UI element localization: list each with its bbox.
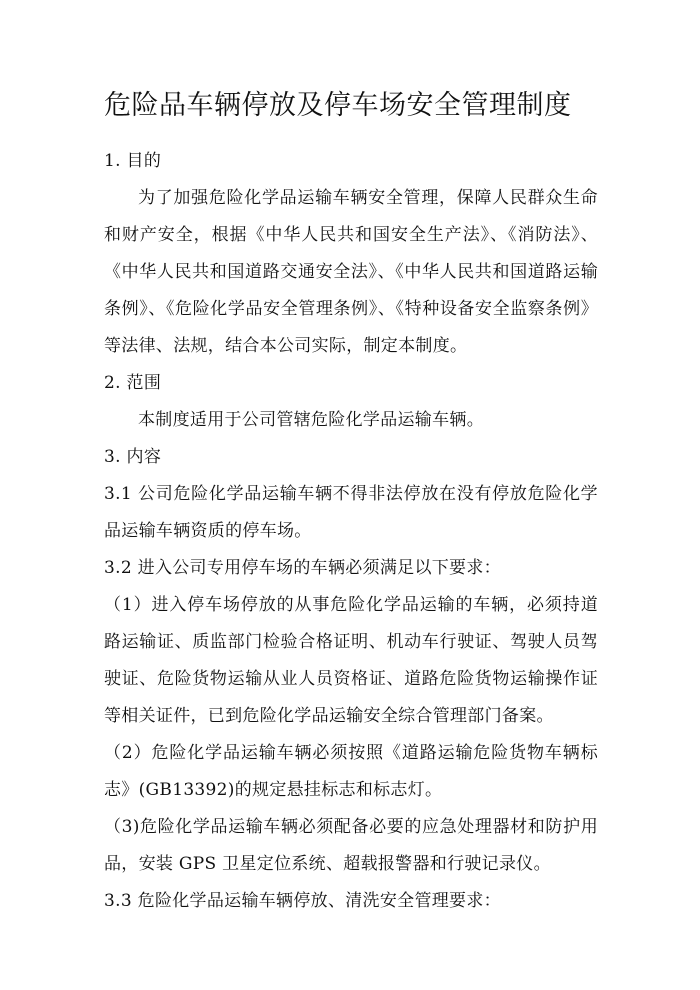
- section-heading-purpose: 1. 目的: [104, 151, 162, 171]
- section-heading-content: 3. 内容: [104, 447, 162, 467]
- scope-paragraph: 本制度适用于公司管辖危险化学品运输车辆。: [138, 410, 484, 430]
- section-heading-scope: 2. 范围: [104, 373, 162, 393]
- clause-3-3: 3.3 危险化学品运输车辆停放、清洗安全管理要求：: [104, 891, 501, 911]
- document-title: 危险品车辆停放及停车场安全管理制度: [104, 90, 572, 121]
- clause-3-2-item-1: （1）进入停车场停放的从事危险化学品运输的车辆，必须持道路运输证、质监部门检验合格证明、机动车行驶证、驾驶人员驾驶证、危险货物运输从业人员资格证、道路危险货物运输操作证等相关证件，已到危险化学品运输安全综合管理部门备案。: [104, 595, 598, 726]
- clause-3-2-item-2: （2）危险化学品运输车辆必须按照《道路运输危险货物车辆标志》(GB13392)的规定悬挂标志和标志灯。: [104, 743, 598, 800]
- document-body: [104, 143, 598, 920]
- clause-3-2: 3.2 进入公司专用停车场的车辆必须满足以下要求：: [104, 558, 501, 578]
- clause-3-2-item-3: （3)危险化学品运输车辆必须配备必要的应急处理器材和防护用品，安装 GPS 卫星定位系统、超载报警器和行驶记录仪。: [104, 817, 598, 874]
- clause-3-1: 3.1 公司危险化学品运输车辆不得非法停放在没有停放危险化学品运输车辆资质的停车场。: [104, 484, 598, 541]
- purpose-paragraph: 为了加强危险化学品运输车辆安全管理，保障人民群众生命和财产安全，根据《中华人民共和国安全生产法》、《消防法》、《中华人民共和国道路交通安全法》、《中华人民共和国道路运输条例》、《危险化学品安全管理条例》、《特种设备安全监察条例》等法律、法规，结合本公司实际，制定本制度。: [104, 188, 598, 356]
